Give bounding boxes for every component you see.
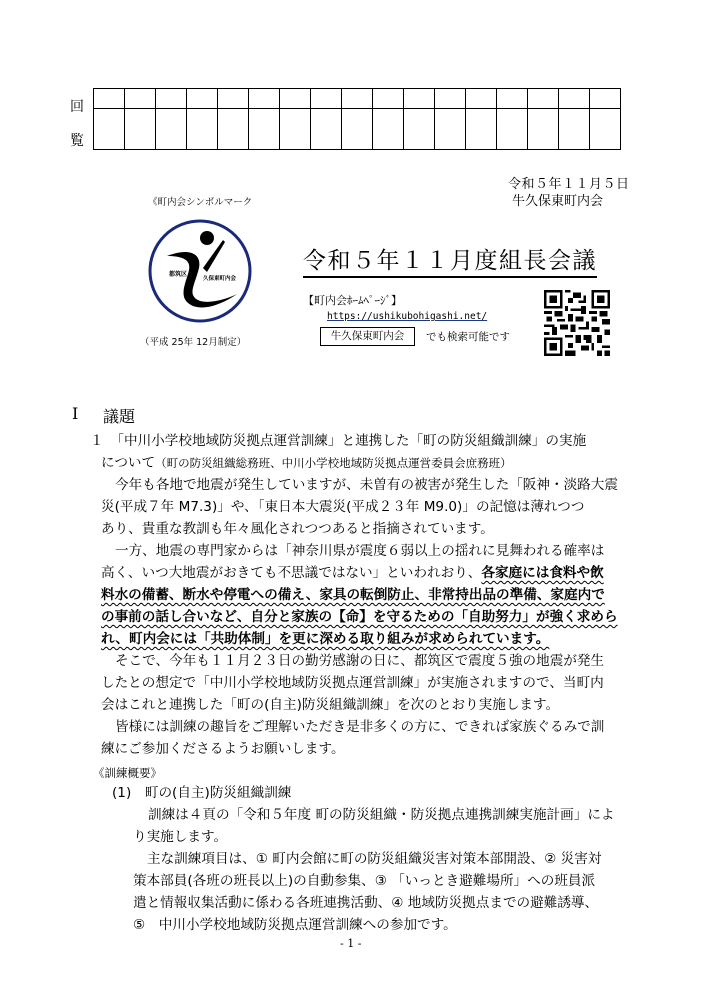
symbol-mark-label: 《町内会シンボルマーク [148,197,253,208]
stamp-cell [342,109,373,150]
emphasized-line: れ、町内会には「共助体制」を更に深める取り組みが求められています。 [101,631,550,647]
stamp-cell [218,109,249,150]
stamp-cell [559,89,590,109]
stamp-cell [404,89,435,109]
search-note: でも検索可能です [426,331,510,343]
stamp-cell [249,89,280,109]
town-association-logo [147,218,253,324]
section-title: 議題 [103,407,136,426]
stamp-cell [435,109,466,150]
logo-text-association: 久保東町内会 [203,276,237,282]
paragraph-line: 会はこれと連携した「町の(自主)防災組織訓練」を次のとおり実施します。 [101,697,560,713]
emphasized-line: 料水の備蓄、断水や停電への備え、家具の転倒防止、非常持出品の準備、家庭内で [101,587,605,603]
stamp-cell [187,109,218,150]
stamp-cell [218,89,249,109]
stamp-cell [528,89,559,109]
stamp-cell [404,109,435,150]
stamp-cell [94,89,125,109]
overview-heading: 《訓練概要》 [93,766,162,780]
paragraph-line: ⑤ 中川小学校地域防災拠点運営訓練への参加です。 [133,917,457,933]
paragraph-line: 練にご参加くださるようお願いします。 [101,741,345,757]
circulation-label-bottom: 覧 [70,133,84,149]
stamp-cell [590,109,621,150]
agenda-item-heading-cont [101,452,512,474]
page-number: - 1 - [340,937,362,950]
paragraph-line: そこで、今年も１１月２３日の勤労感謝の日に、都筑区で震度５強の地震が発生 [115,653,605,669]
organization-name: 牛久保東町内会 [512,194,604,209]
paragraph-line: 訓練は４頁の「令和５年度 町の防災組織・防災拠点連携訓練実施計画」によ [148,807,615,823]
paragraph-line: したとの想定で「中川小学校地域防災拠点運営訓練」が実施されますので、当町内 [101,675,604,691]
agenda-item-heading: １ 「中川小学校地域防災拠点運営訓練」と連携した「町の防災組織訓練」の実施 [90,433,587,449]
paragraph-line: 皆様には訓練の趣旨をご理解いただき是非多くの方に、できれば家族ぐるみで訓 [115,719,605,735]
paragraph-line: あり、貴重な教訓も年々風化されつつあると指摘されています。 [101,521,494,537]
circulation-stamp-table [93,88,621,150]
logo-text-ward: 都筑区 [169,271,188,278]
stamp-cell [311,109,342,150]
paragraph-text: 高く、いつ大地震がおきても不思議ではない」といわれおり、 [101,565,482,581]
stamp-cell [156,89,187,109]
paragraph-line [101,562,604,584]
homepage-link[interactable]: https://ushikubohigashi.net/ [327,311,488,322]
homepage-label: 【町内会ﾎｰﾑﾍﾟｰｼﾞ】 [303,294,402,307]
paragraph-line: 今年も各地で地震が発生していますが、未曽有の被害が発生した「阪神・淡路大震 [115,477,618,493]
stamp-cell [466,109,497,150]
document-date: 令和５年１１月５日 [508,177,630,192]
stamp-cell [187,89,218,109]
paragraph-line: り実施します。 [133,829,228,845]
stamp-cell [311,89,342,109]
stamp-cell [528,109,559,150]
agenda-item-heading-tail: について [101,455,156,471]
paragraph-line: 一方、地震の専門家からは「神奈川県が震度６弱以上の揺れに見舞われる確率は [115,543,605,559]
stamp-cell [466,89,497,109]
stamp-cell [373,89,404,109]
stamp-cell [497,89,528,109]
subsection-heading: (1) 町の(自主)防災組織訓練 [112,785,292,801]
paragraph-line: 策本部員(各班の班長以上)の自動参集、③ 「いっとき避難場所」への班員派 [133,873,596,889]
emphasized-text: 各家庭には食料や飲 [481,565,604,581]
paragraph-line: 主な訓練項目は、① 町内会館に町の防災組織災害対策本部開設、② 災害対 [147,851,602,867]
responsible-teams: （町の防災組織総務班、中川小学校地域防災拠点運営委員会庶務班） [155,456,512,470]
qr-code-icon[interactable] [544,290,610,356]
stamp-cell [125,109,156,150]
stamp-cell [125,89,156,109]
page-title: 令和５年１１月度組長会議 [303,247,597,278]
stamp-cell [559,109,590,150]
stamp-cell [249,109,280,150]
stamp-cell [435,89,466,109]
circulation-label-top: 回 [70,99,84,115]
stamp-cell [280,109,311,150]
paragraph-line: 遣と情報収集活動に係わる各班連携活動、④ 地域防災拠点までの避難誘導、 [133,895,599,911]
stamp-cell [280,89,311,109]
stamp-cell [497,109,528,150]
paragraph-line: 災(平成７年 M7.3)」や、「東日本大震災(平成２３年 M9.0)」の記憶は薄れつつ [101,499,585,515]
stamp-cell [156,109,187,150]
stamp-cell [94,109,125,150]
logo-caption: （平成 25年 12月制定） [140,337,247,348]
search-keyword-box: 牛久保東町内会 [320,327,415,346]
stamp-cell [342,89,373,109]
stamp-cell [590,89,621,109]
section-number: Ⅰ [72,404,79,423]
emphasized-line: の事前の話し合いなど、自分と家族の【命】を守るための「自助努力」が強く求めら [101,609,618,625]
stamp-cell [373,109,404,150]
